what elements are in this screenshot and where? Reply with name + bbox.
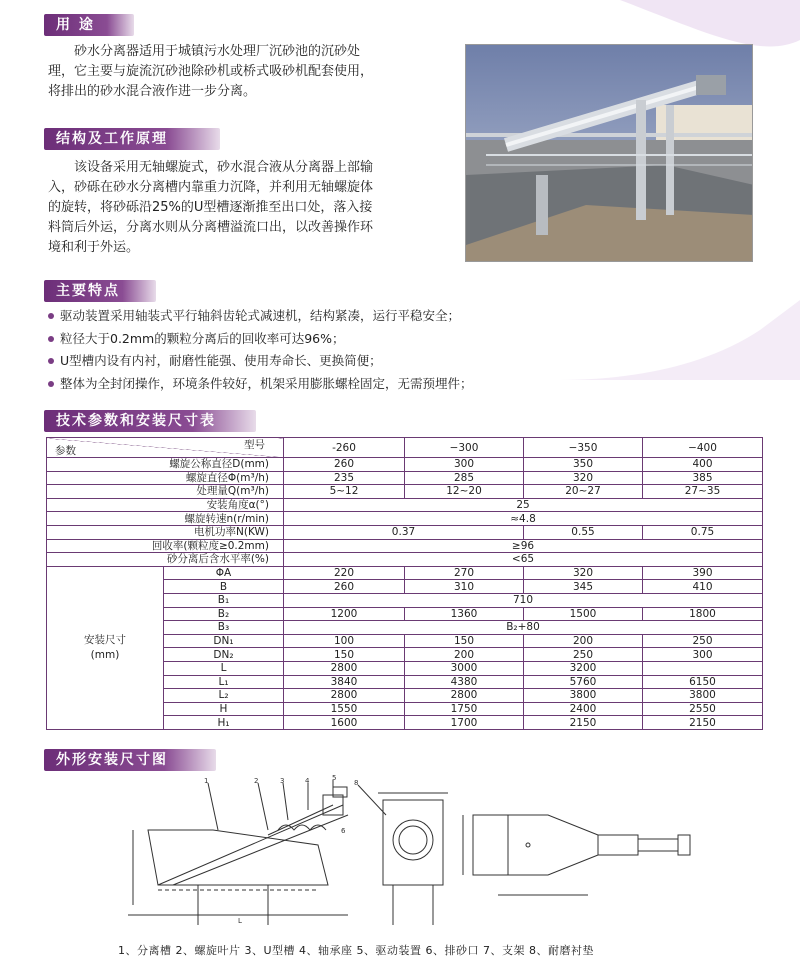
dim-value: 1700: [405, 716, 524, 730]
install-size-label: 安装尺寸: [84, 633, 126, 646]
dim-label: ΦA: [164, 566, 284, 580]
param-label: 螺旋转速n(r/min): [47, 512, 284, 526]
features-list: [46, 305, 726, 395]
param-value: ≈4.8: [284, 512, 763, 526]
feature-item: 整体为全封闭操作，环境条件较好，机架采用膨胀螺栓固定，无需预埋件；: [46, 373, 726, 396]
drawing-caption: 1、分离槽 2、螺旋叶片 3、U型槽 4、轴承座 5、驱动装置 6、排砂口 7、支架 8、耐磨衬垫: [118, 944, 595, 957]
model-header: −400: [643, 438, 763, 458]
dim-value: 710: [284, 593, 763, 607]
dim-label: H₁: [164, 716, 284, 730]
dim-value: 1360: [405, 607, 524, 621]
dim-value: 2800: [284, 661, 405, 675]
equipment-photo: [465, 44, 753, 262]
dim-value: 220: [284, 566, 405, 580]
installation-drawing: [118, 775, 718, 935]
svg-text:8: 8: [354, 779, 359, 787]
param-value: 350: [524, 458, 643, 472]
dim-value: 3200: [524, 661, 643, 675]
dim-label: B: [164, 580, 284, 594]
section-title-structure: 结构及工作原理: [44, 128, 220, 150]
param-label: 处理量Q(m³/h): [47, 485, 284, 499]
svg-text:3: 3: [280, 777, 285, 785]
param-value: 25: [284, 498, 763, 512]
dim-value: 2800: [284, 689, 405, 703]
section-title-features: 主要特点: [44, 280, 156, 302]
param-value: 285: [405, 471, 524, 485]
dim-value: 2150: [643, 716, 763, 730]
table-row: [47, 512, 763, 526]
dim-value: 100: [284, 634, 405, 648]
spec-table: [46, 437, 763, 730]
model-header: −300: [405, 438, 524, 458]
structure-line: 该设备采用无轴螺旋式，砂水混合液从分离器上部输: [74, 160, 374, 175]
param-label: 回收率(颗粒度≥0.2mm): [47, 539, 284, 553]
dim-value: 150: [405, 634, 524, 648]
param-value: 260: [284, 458, 405, 472]
table-row: [47, 485, 763, 499]
param-value: 235: [284, 471, 405, 485]
table-row: [47, 553, 763, 567]
dim-value: 3000: [405, 661, 524, 675]
dim-label: L₂: [164, 689, 284, 703]
dim-value: 150: [284, 648, 405, 662]
dim-value: 1200: [284, 607, 405, 621]
param-label: 电机功率N(KW): [47, 525, 284, 539]
corner-param: 参数: [55, 445, 76, 457]
dim-value: B₂+80: [284, 621, 763, 635]
structure-paragraph: [48, 158, 460, 258]
dim-value: [643, 661, 763, 675]
usage-line: 将排出的砂水混合液作进一步分离。: [48, 84, 257, 99]
corner-model: 型号: [244, 439, 265, 451]
param-value: 0.37: [284, 525, 524, 539]
dim-value: 310: [405, 580, 524, 594]
dim-value: 1500: [524, 607, 643, 621]
feature-item: 粒径大于0.2mm的颗粒分离后的回收率可达96%；: [46, 328, 726, 351]
model-header: −350: [524, 438, 643, 458]
section-title-usage: 用 途: [44, 14, 134, 36]
dim-value: 3800: [524, 689, 643, 703]
param-value: 0.55: [524, 525, 643, 539]
feature-item: 驱动装置采用轴装式平行轴斜齿轮式减速机，结构紧凑，运行平稳安全；: [46, 305, 726, 328]
dim-label: B₃: [164, 621, 284, 635]
param-value: 20~27: [524, 485, 643, 499]
dim-value: 6150: [643, 675, 763, 689]
dim-value: 390: [643, 566, 763, 580]
dim-label: B₁: [164, 593, 284, 607]
dim-value: 2400: [524, 702, 643, 716]
dim-value: 250: [524, 648, 643, 662]
install-size-unit: (mm): [90, 648, 120, 661]
param-label: 安装角度α(°): [47, 498, 284, 512]
dim-value: 1600: [284, 716, 405, 730]
table-row: [47, 458, 763, 472]
param-label: 砂分离后含水平率(%): [47, 553, 284, 567]
dim-value: 260: [284, 580, 405, 594]
svg-text:2: 2: [254, 777, 259, 785]
dim-value: 300: [643, 648, 763, 662]
param-value: 400: [643, 458, 763, 472]
svg-text:1: 1: [204, 777, 209, 785]
dim-label: H: [164, 702, 284, 716]
dim-label: B₂: [164, 607, 284, 621]
param-value: 12~20: [405, 485, 524, 499]
param-value: 300: [405, 458, 524, 472]
structure-line: 境和利于外运。: [48, 240, 140, 255]
svg-text:L: L: [238, 917, 242, 925]
corner-cell: [47, 438, 284, 458]
dim-value: 1800: [643, 607, 763, 621]
dim-value: 1750: [405, 702, 524, 716]
param-value: 320: [524, 471, 643, 485]
dim-value: 3800: [643, 689, 763, 703]
usage-line: 理，它主要与旋流沉砂池除砂机或桥式吸砂机配套使用，: [48, 64, 374, 79]
table-header-row: [47, 438, 763, 458]
table-row: [47, 539, 763, 553]
param-label: 螺旋公称直径D(mm): [47, 458, 284, 472]
dim-value: 3840: [284, 675, 405, 689]
table-row: [47, 566, 763, 580]
dim-label: DN₂: [164, 648, 284, 662]
dim-value: 270: [405, 566, 524, 580]
param-value: 385: [643, 471, 763, 485]
dim-label: L: [164, 661, 284, 675]
dim-value: 250: [643, 634, 763, 648]
section-title-drawing: 外形安装尺寸图: [44, 749, 216, 771]
param-label: 螺旋直径Φ(m³/h): [47, 471, 284, 485]
param-value: 0.75: [643, 525, 763, 539]
dim-value: 345: [524, 580, 643, 594]
dim-value: 5760: [524, 675, 643, 689]
dim-value: 1550: [284, 702, 405, 716]
structure-line: 的旋转，将砂砾沿25%的U型槽逐渐推至出口处，落入接: [48, 200, 373, 215]
param-value: 5~12: [284, 485, 405, 499]
model-header: -260: [284, 438, 405, 458]
structure-line: 料筒后外运，分离水则从分离槽溢流口出，以改善操作环: [48, 220, 374, 235]
dim-value: 2550: [643, 702, 763, 716]
dim-label: L₁: [164, 675, 284, 689]
section-title-params: 技术参数和安装尺寸表: [44, 410, 256, 432]
dim-value: 410: [643, 580, 763, 594]
table-row: [47, 471, 763, 485]
param-value: 27~35: [643, 485, 763, 499]
dim-value: 2150: [524, 716, 643, 730]
dim-value: 320: [524, 566, 643, 580]
dim-value: 2800: [405, 689, 524, 703]
dim-value: 4380: [405, 675, 524, 689]
param-value: ≥96: [284, 539, 763, 553]
feature-item: U型槽内设有内衬，耐磨性能强、使用寿命长、更换简便；: [46, 350, 726, 373]
svg-text:5: 5: [332, 775, 337, 782]
usage-paragraph: [48, 42, 458, 102]
dim-value: 200: [405, 648, 524, 662]
dim-value: 200: [524, 634, 643, 648]
structure-line: 入，砂砾在砂水分离槽内靠重力沉降，并利用无轴螺旋体: [48, 180, 374, 195]
dim-label: DN₁: [164, 634, 284, 648]
svg-text:6: 6: [341, 827, 346, 835]
table-row: [47, 498, 763, 512]
usage-line: 砂水分离器适用于城镇污水处理厂沉砂池的沉砂处: [74, 44, 361, 59]
svg-text:4: 4: [305, 777, 310, 785]
table-row: [47, 525, 763, 539]
param-value: <65: [284, 553, 763, 567]
install-size-group: [47, 566, 164, 729]
